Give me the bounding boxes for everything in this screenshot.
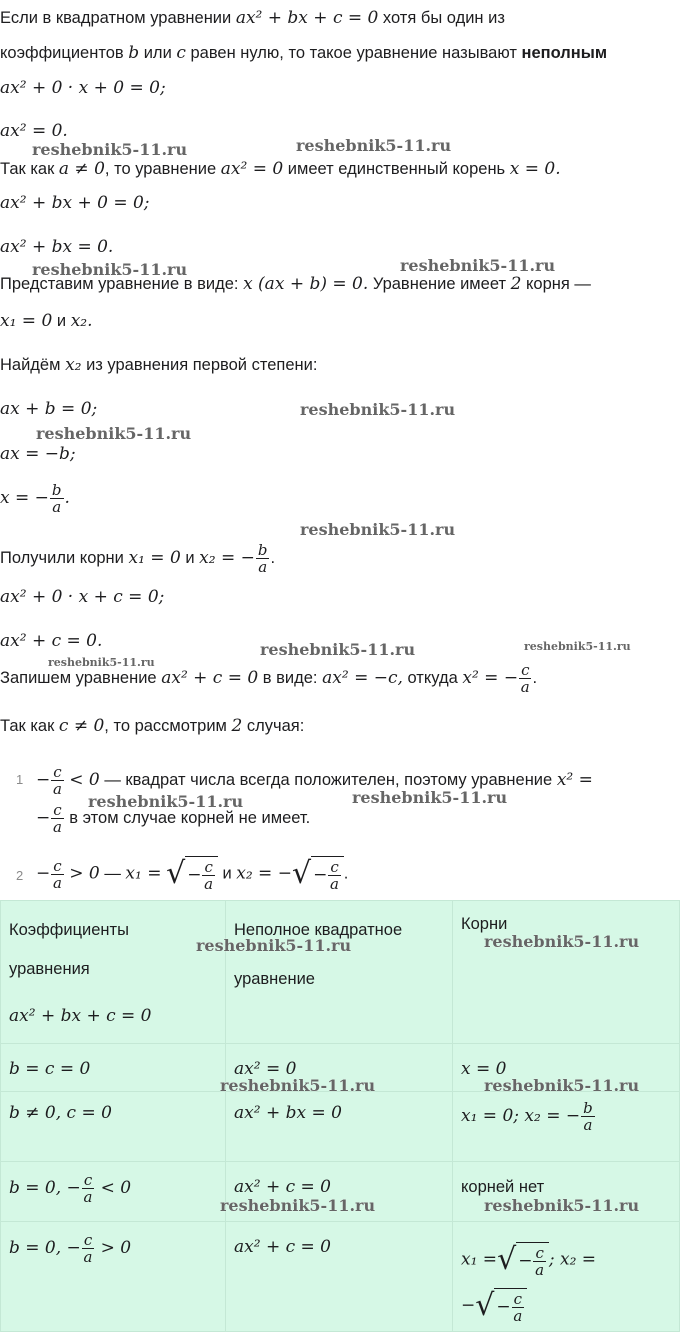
watermark: reshebnik5-11.ru: [48, 656, 155, 669]
fraction-c-over-a: $\frac{c}{a}$: [52, 763, 62, 798]
list-item-1-line-1: − $\frac{c}{a}$ < 0 — квадрат числа всегда положителен, поэтому уравнение x² =: [36, 763, 593, 798]
fraction-c-over-a: $\frac{c}{a}$: [52, 856, 62, 892]
watermark: reshebnik5-11.ru: [88, 792, 244, 811]
watermark: reshebnik5-11.ru: [484, 932, 640, 951]
case2-text-1: Представим уравнение в виде: x (ax + b) = 0. Уравнение имеет 2 корня —: [0, 274, 591, 294]
case1-text: Так как a ≠ 0, то уравнение ax² = 0 имеет единственный корень x = 0.: [0, 159, 561, 179]
watermark: reshebnik5-11.ru: [484, 1076, 640, 1095]
linear-equation-2: ax = −b;: [0, 444, 76, 464]
table-header-cell: Корни: [453, 901, 680, 1044]
bold-term: неполным: [521, 44, 608, 62]
table-header-cell: Неполное квадратное уравнение: [226, 901, 453, 1044]
watermark: reshebnik5-11.ru: [400, 256, 556, 275]
watermark: reshebnik5-11.ru: [300, 400, 456, 419]
watermark: reshebnik5-11.ru: [524, 640, 631, 653]
roots-obtained: Получили корни x₁ = 0 и x₂ = − $\frac{b}{a}$ .: [0, 541, 276, 576]
table-header-cell: Коэффициенты уравнения ax² + bx + c = 0: [1, 901, 226, 1044]
watermark: reshebnik5-11.ru: [484, 1196, 640, 1215]
intro-line-2: коэффициентов b или c равен нулю, то такое уравнение называют неполным: [0, 43, 608, 63]
find-text: Найдём x₂ из уравнения первой степени:: [0, 355, 318, 375]
fraction-c-over-a: $\frac{c}{a}$: [83, 1171, 93, 1206]
case1-equation-2: ax² = 0.: [0, 121, 68, 141]
fraction-b-over-a: $\frac{b}{a}$: [257, 541, 268, 576]
list-item-1-line-2: − $\frac{c}{a}$ в этом случае корней не имеет.: [36, 801, 311, 836]
summary-table: [0, 900, 680, 1332]
sqrt-minus-c-over-a: √ − $\frac{c}{a}$: [292, 856, 344, 892]
watermark: reshebnik5-11.ru: [352, 788, 508, 807]
table-header-row: [1, 901, 680, 1044]
case1-equation-1: ax² + 0 · x + 0 = 0;: [0, 78, 166, 98]
list-number: 1: [16, 772, 24, 787]
table-row: b = 0, − $\frac{c}{a}$ > 0 ax² + c = 0 x₁ =√ − $\frac{c}{a}$ ; x₂ = −√ − $\frac{c}{a}$: [1, 1222, 680, 1332]
case2-text-2: x₁ = 0 и x₂.: [0, 311, 93, 331]
sqrt-minus-c-over-a: √ − $\frac{c}{a}$: [475, 1288, 527, 1324]
watermark: reshebnik5-11.ru: [300, 520, 456, 539]
watermark: reshebnik5-11.ru: [32, 140, 188, 159]
sqrt-minus-c-over-a: √ − $\frac{c}{a}$: [166, 856, 218, 892]
case2-equation-2: ax² + bx = 0.: [0, 237, 114, 257]
linear-equation-1: ax + b = 0;: [0, 399, 98, 419]
watermark: reshebnik5-11.ru: [296, 136, 452, 155]
write-text: Запишем уравнение ax² + c = 0 в виде: ax² = −c, откуда x² = − $\frac{c}{a}$ .: [0, 661, 538, 696]
list-number: 2: [16, 868, 24, 883]
fraction-b-over-a: $\frac{b}{a}$: [51, 481, 62, 516]
table-row: b = c = 0 ax² = 0 x = 0: [1, 1044, 680, 1092]
watermark: reshebnik5-11.ru: [220, 1076, 376, 1095]
watermark: reshebnik5-11.ru: [260, 640, 416, 659]
intro-equation: ax² + bx + c = 0: [235, 8, 379, 28]
case3-equation-2: ax² + c = 0.: [0, 631, 103, 651]
since-text: Так как c ≠ 0, то рассмотрим 2 случая:: [0, 716, 305, 736]
case3-equation-1: ax² + 0 · x + c = 0;: [0, 587, 165, 607]
watermark: reshebnik5-11.ru: [220, 1196, 376, 1215]
table-row: b ≠ 0, c = 0 ax² + bx = 0 x₁ = 0; x₂ = − $\frac{b}{a}$: [1, 1092, 680, 1162]
fraction-c-over-a: $\frac{c}{a}$: [52, 801, 62, 836]
fraction-b-over-a: $\frac{b}{a}$: [583, 1099, 593, 1134]
list-item-2: − $\frac{c}{a}$ > 0 — x₁ = √ − $\frac{c}{a}$ и x₂ = −√ − $\frac{c}{a}$ .: [36, 856, 349, 893]
watermark: reshebnik5-11.ru: [196, 936, 352, 955]
watermark: reshebnik5-11.ru: [32, 260, 188, 279]
fraction-c-over-a: $\frac{c}{a}$: [83, 1231, 93, 1266]
linear-equation-3: x = − $\frac{b}{a}$ .: [0, 481, 70, 516]
sqrt-minus-c-over-a: √ − $\frac{c}{a}$: [497, 1242, 549, 1278]
case2-equation-1: ax² + bx + 0 = 0;: [0, 193, 150, 213]
intro-line-1: Если в квадратном уравнении ax² + bx + c = 0 хотя бы один из: [0, 8, 505, 28]
watermark: reshebnik5-11.ru: [36, 424, 192, 443]
fraction-c-over-a: $\frac{c}{a}$: [520, 661, 530, 696]
table-row: b = 0, − $\frac{c}{a}$ < 0 ax² + c = 0 корней нет: [1, 1162, 680, 1222]
